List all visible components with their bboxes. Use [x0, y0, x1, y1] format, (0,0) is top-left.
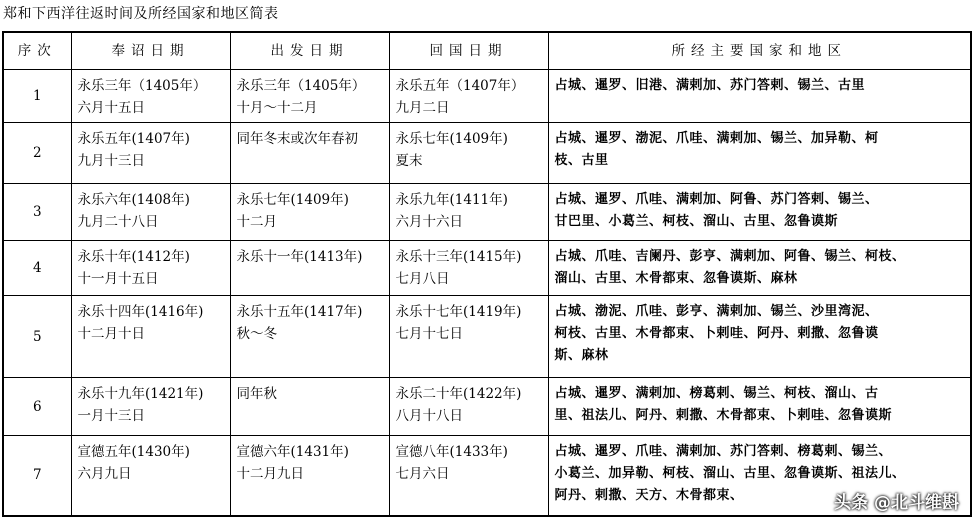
- table-row: [3, 378, 971, 436]
- edict-date-cell-line: 十一月十五日: [77, 271, 159, 287]
- edict-date-cell: [71, 436, 230, 516]
- places-cell-line: 里、祖法儿、阿丹、剌撒、木骨都束、卜剌哇、忽鲁谟斯: [554, 408, 893, 423]
- places-cell-line: 阿丹、剌撒、天方、木骨都束、: [554, 488, 744, 503]
- return-date-cell-line: 七月六日: [395, 466, 450, 482]
- depart-date-cell: [230, 70, 389, 123]
- places-cell-line: 占城、暹罗、渤泥、爪哇、满剌加、锡兰、加异勒、柯: [554, 131, 879, 146]
- return-date-cell-line: 永乐十七年(1419年): [395, 304, 522, 320]
- depart-date-cell-line: 同年冬末或次年春初: [236, 131, 358, 147]
- depart-date-cell: [230, 296, 389, 378]
- edict-date-cell: [71, 70, 230, 123]
- table-row: [3, 296, 971, 378]
- edict-date-cell-line: 永乐三年（1405年）: [77, 78, 207, 94]
- places-cell: [548, 70, 971, 123]
- return-date-cell: [389, 296, 548, 378]
- places-cell-line: 斯、麻林: [554, 348, 609, 363]
- header-edict-date: 奉诏日期: [71, 32, 230, 70]
- edict-date-cell-line: 六月九日: [77, 466, 132, 482]
- return-date-cell: [389, 70, 548, 123]
- depart-date-cell: [230, 184, 389, 241]
- edict-date-cell-line: 永乐十年(1412年): [77, 249, 190, 265]
- places-cell-line: 溜山、古里、木骨都束、忽鲁谟斯、麻林: [554, 271, 798, 286]
- return-date-cell-line: 九月二日: [395, 100, 450, 116]
- return-date-cell-line: 六月十六日: [395, 214, 463, 230]
- edict-date-cell-line: 永乐六年(1408年): [77, 192, 190, 208]
- return-date-cell-line: 永乐十三年(1415年): [395, 249, 522, 265]
- return-date-cell: [389, 378, 548, 436]
- return-date-cell-line: 七月八日: [395, 271, 450, 287]
- table-row: [3, 241, 971, 296]
- edict-date-cell-line: 永乐十四年(1416年): [77, 304, 204, 320]
- return-date-cell-line: 七月十七日: [395, 326, 463, 342]
- depart-date-cell-line: 永乐十五年(1417年): [236, 304, 363, 320]
- header-return-date: 回国日期: [389, 32, 548, 70]
- edict-date-cell: [71, 378, 230, 436]
- edict-date-cell-line: 宣德五年(1430年): [77, 444, 190, 460]
- header-places: 所经主要国家和地区: [548, 32, 971, 70]
- places-cell-line: 占城、暹罗、满剌加、榜葛剌、锡兰、柯枝、溜山、古: [554, 386, 879, 401]
- edict-date-cell: [71, 123, 230, 184]
- places-cell-line: 占城、暹罗、爪哇、满剌加、苏门答剌、榜葛剌、锡兰、: [554, 444, 893, 459]
- table-caption: 郑和下西洋往返时间及所经国家和地区简表: [3, 6, 279, 22]
- edict-date-cell-line: 永乐五年(1407年): [77, 131, 190, 147]
- edict-date-cell-line: 九月十三日: [77, 153, 145, 169]
- depart-date-cell-line: 十二月九日: [236, 466, 304, 482]
- return-date-cell: [389, 123, 548, 184]
- places-cell-line: 小葛兰、加异勒、柯枝、溜山、古里、忽鲁谟斯、祖法儿、: [554, 466, 906, 481]
- return-date-cell-line: 永乐九年(1411年): [395, 192, 508, 208]
- return-date-cell: [389, 436, 548, 516]
- table-row: [3, 70, 971, 123]
- edict-date-cell: [71, 296, 230, 378]
- edict-date-cell-line: 永乐十九年(1421年): [77, 386, 204, 402]
- depart-date-cell: [230, 436, 389, 516]
- edict-date-cell: [71, 184, 230, 241]
- depart-date-cell-line: 十月～十二月: [236, 100, 318, 116]
- places-cell: [548, 184, 971, 241]
- edict-date-cell-line: 十二月十日: [77, 326, 145, 342]
- depart-date-cell-line: 永乐十一年(1413年): [236, 249, 363, 265]
- watermark: 头条 @北斗维斟: [834, 493, 959, 513]
- depart-date-cell: [230, 241, 389, 296]
- places-cell-line: 甘巴里、小葛兰、柯枝、溜山、古里、忽鲁谟斯: [554, 214, 839, 229]
- places-cell: [548, 123, 971, 184]
- return-date-cell-line: 夏末: [395, 153, 423, 169]
- table-row: [3, 123, 971, 184]
- seq-cell: 5: [3, 296, 71, 378]
- edict-date-cell-line: 九月二十八日: [77, 214, 159, 230]
- seq-cell: 6: [3, 378, 71, 436]
- seq-cell: 2: [3, 123, 71, 184]
- depart-date-cell-line: 永乐三年（1405年）: [236, 78, 366, 94]
- places-cell-line: 占城、爪哇、吉阑丹、彭亨、满剌加、阿鲁、锡兰、柯枝、: [554, 249, 906, 264]
- edict-date-cell: [71, 241, 230, 296]
- return-date-cell-line: 永乐七年(1409年): [395, 131, 508, 147]
- seq-cell: 7: [3, 436, 71, 516]
- depart-date-cell: [230, 123, 389, 184]
- places-cell: [548, 241, 971, 296]
- header-row: [3, 32, 971, 70]
- depart-date-cell-line: 永乐七年(1409年): [236, 192, 349, 208]
- places-cell-line: 占城、暹罗、旧港、满剌加、苏门答剌、锡兰、古里: [554, 78, 866, 93]
- return-date-cell: [389, 184, 548, 241]
- table-row: [3, 436, 971, 516]
- depart-date-cell-line: 宣德六年(1431年): [236, 444, 349, 460]
- seq-cell: 4: [3, 241, 71, 296]
- return-date-cell-line: 宣德八年(1433年): [395, 444, 508, 460]
- places-cell-line: 枝、古里: [554, 153, 609, 168]
- edict-date-cell-line: 一月十三日: [77, 408, 145, 424]
- places-cell-line: 占城、暹罗、爪哇、满剌加、阿鲁、苏门答剌、锡兰、: [554, 192, 879, 207]
- places-cell-line: 占城、渤泥、爪哇、彭亨、满剌加、锡兰、沙里湾泥、: [554, 304, 879, 319]
- table-row: [3, 184, 971, 241]
- return-date-cell: [389, 241, 548, 296]
- return-date-cell-line: 永乐二十年(1422年): [395, 386, 522, 402]
- header-depart-date: 出发日期: [230, 32, 389, 70]
- edict-date-cell-line: 六月十五日: [77, 100, 145, 116]
- depart-date-cell-line: 十二月: [236, 214, 277, 230]
- places-cell-line: 柯枝、古里、木骨都束、卜剌哇、阿丹、剌撒、忽鲁谟: [554, 326, 879, 341]
- places-cell: [548, 378, 971, 436]
- return-date-cell-line: 八月十八日: [395, 408, 463, 424]
- seq-cell: 3: [3, 184, 71, 241]
- depart-date-cell: [230, 378, 389, 436]
- depart-date-cell-line: 同年秋: [236, 386, 277, 402]
- header-seq: 序次: [3, 32, 71, 70]
- return-date-cell-line: 永乐五年（1407年）: [395, 78, 525, 94]
- depart-date-cell-line: 秋～冬: [236, 326, 277, 342]
- seq-cell: 1: [3, 70, 71, 123]
- voyages-table: [2, 31, 972, 517]
- places-cell: [548, 296, 971, 378]
